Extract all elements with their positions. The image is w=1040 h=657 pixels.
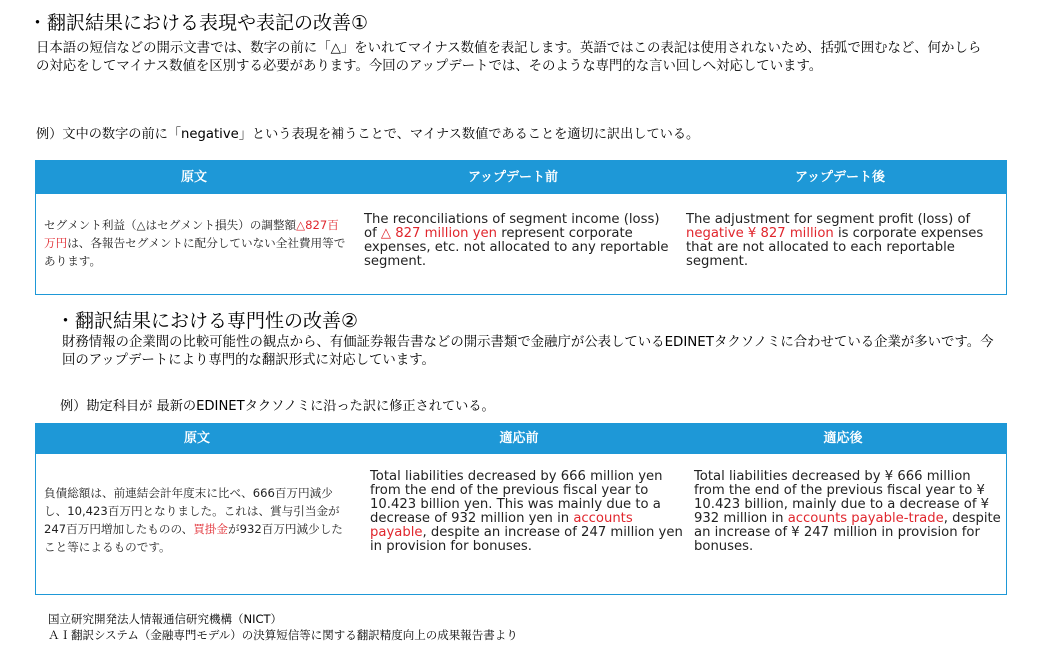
after-text-cell <box>692 466 1006 556</box>
before-text-cell <box>368 466 692 556</box>
table-row <box>36 194 1006 270</box>
after-text-cell <box>684 210 1006 270</box>
section1-heading: ・翻訳結果における表現や表記の改善① <box>28 12 369 34</box>
original-text-cell <box>36 210 362 270</box>
header-before: 適応前 <box>499 431 539 446</box>
comparison-table-1 <box>35 160 1007 295</box>
before-text-rest: , despite an increase of 247 million yen in provision for bonuses. <box>370 525 683 554</box>
highlighted-term: accounts payable-trade <box>787 511 944 526</box>
after-text: The adjustment for segment profit (loss) of <box>686 212 971 227</box>
section2-heading: ・翻訳結果における専門性の改善② <box>56 310 359 332</box>
before-text: Total liabilities decreased by 666 million yen from the end of the previous fiscal year to 10.423 billion yen. This was mainly due to a decrease of 932 million yen in <box>370 469 663 526</box>
section2-paragraph: 財務情報の企業間の比較可能性の観点から、有価証券報告書などの開示書類で金融庁が公表しているEDINETタクソノミに合わせている企業が多いです。今回のアップデートにより専門的な翻訳形式に対応しています。 <box>62 335 994 368</box>
before-text-cell <box>362 210 684 270</box>
original-text-cell <box>36 466 368 556</box>
section1-paragraph: 日本語の短信などの開示文書では、数字の前に「△」をいれてマイナス数値を表記します。英語ではこの表記は使用されないため、括弧で囲むなど、何かしらの対応をしてマイナス数値を区別する必要があります。今回のアップデートでは、そのような専門的な言い回しへ対応しています。 <box>36 41 982 74</box>
header-after: アップデート後 <box>794 170 886 185</box>
original-text: 負債総額は、前連結会計年度末に比べ、666百万円減少し、10,423百万円となりました。これは、賞与引当金が247百万円増加したものの、 <box>44 486 340 536</box>
after-text-rest: , despite an increase of ¥ 247 million in provision for bonuses. <box>694 511 1001 554</box>
header-original: 原文 <box>183 431 210 446</box>
source-report: ＡＩ翻訳システム（金融専門モデル）の決算短信等に関する翻訳精度向上の成果報告書より <box>48 628 518 642</box>
table-row <box>36 454 1006 556</box>
highlighted-term: △827百万円 <box>44 218 339 250</box>
original-text-rest: が932百万円減少したこと等によるものです。 <box>44 522 343 554</box>
source-note <box>48 611 518 643</box>
before-text: The reconciliations of segment income (loss) of <box>364 212 660 241</box>
highlighted-term: accounts payable <box>370 511 633 540</box>
highlighted-term: △ 827 million yen <box>380 226 497 241</box>
before-text-rest: represent corporate expenses, etc. not allocated to any reportable segment. <box>364 226 669 269</box>
section2-example: 例）勘定科目が 最新のEDINETタクソノミに沿った訳に修正されている。 <box>60 399 495 414</box>
after-text-rest: is corporate expenses that are not allocated to each reportable segment. <box>686 226 984 269</box>
original-text-rest: は、各報告セグメントに配分していない全社費用等であります。 <box>44 236 346 268</box>
original-text: セグメント利益（△はセグメント損失）の調整額 <box>44 218 297 232</box>
header-original: 原文 <box>180 170 207 185</box>
comparison-table-2 <box>35 423 1007 595</box>
header-after: 適応後 <box>823 431 863 446</box>
source-organization: 国立研究開発法人情報通信研究機構（NICT） <box>48 612 283 626</box>
table-header <box>36 161 1006 194</box>
highlighted-term: negative ¥ 827 million <box>686 226 834 241</box>
highlighted-term: 買掛金 <box>193 522 228 536</box>
table-header <box>36 424 1006 454</box>
after-text: Total liabilities decreased by ¥ 666 million from the end of the previous fiscal year to ¥ 10.423 billion, mainly due to a decrease of ¥ 932 million in <box>694 469 990 526</box>
section1-example: 例）文中の数字の前に「negative」という表現を補うことで、マイナス数値であることを適切に訳出している。 <box>36 127 700 142</box>
header-before: アップデート前 <box>467 170 559 185</box>
